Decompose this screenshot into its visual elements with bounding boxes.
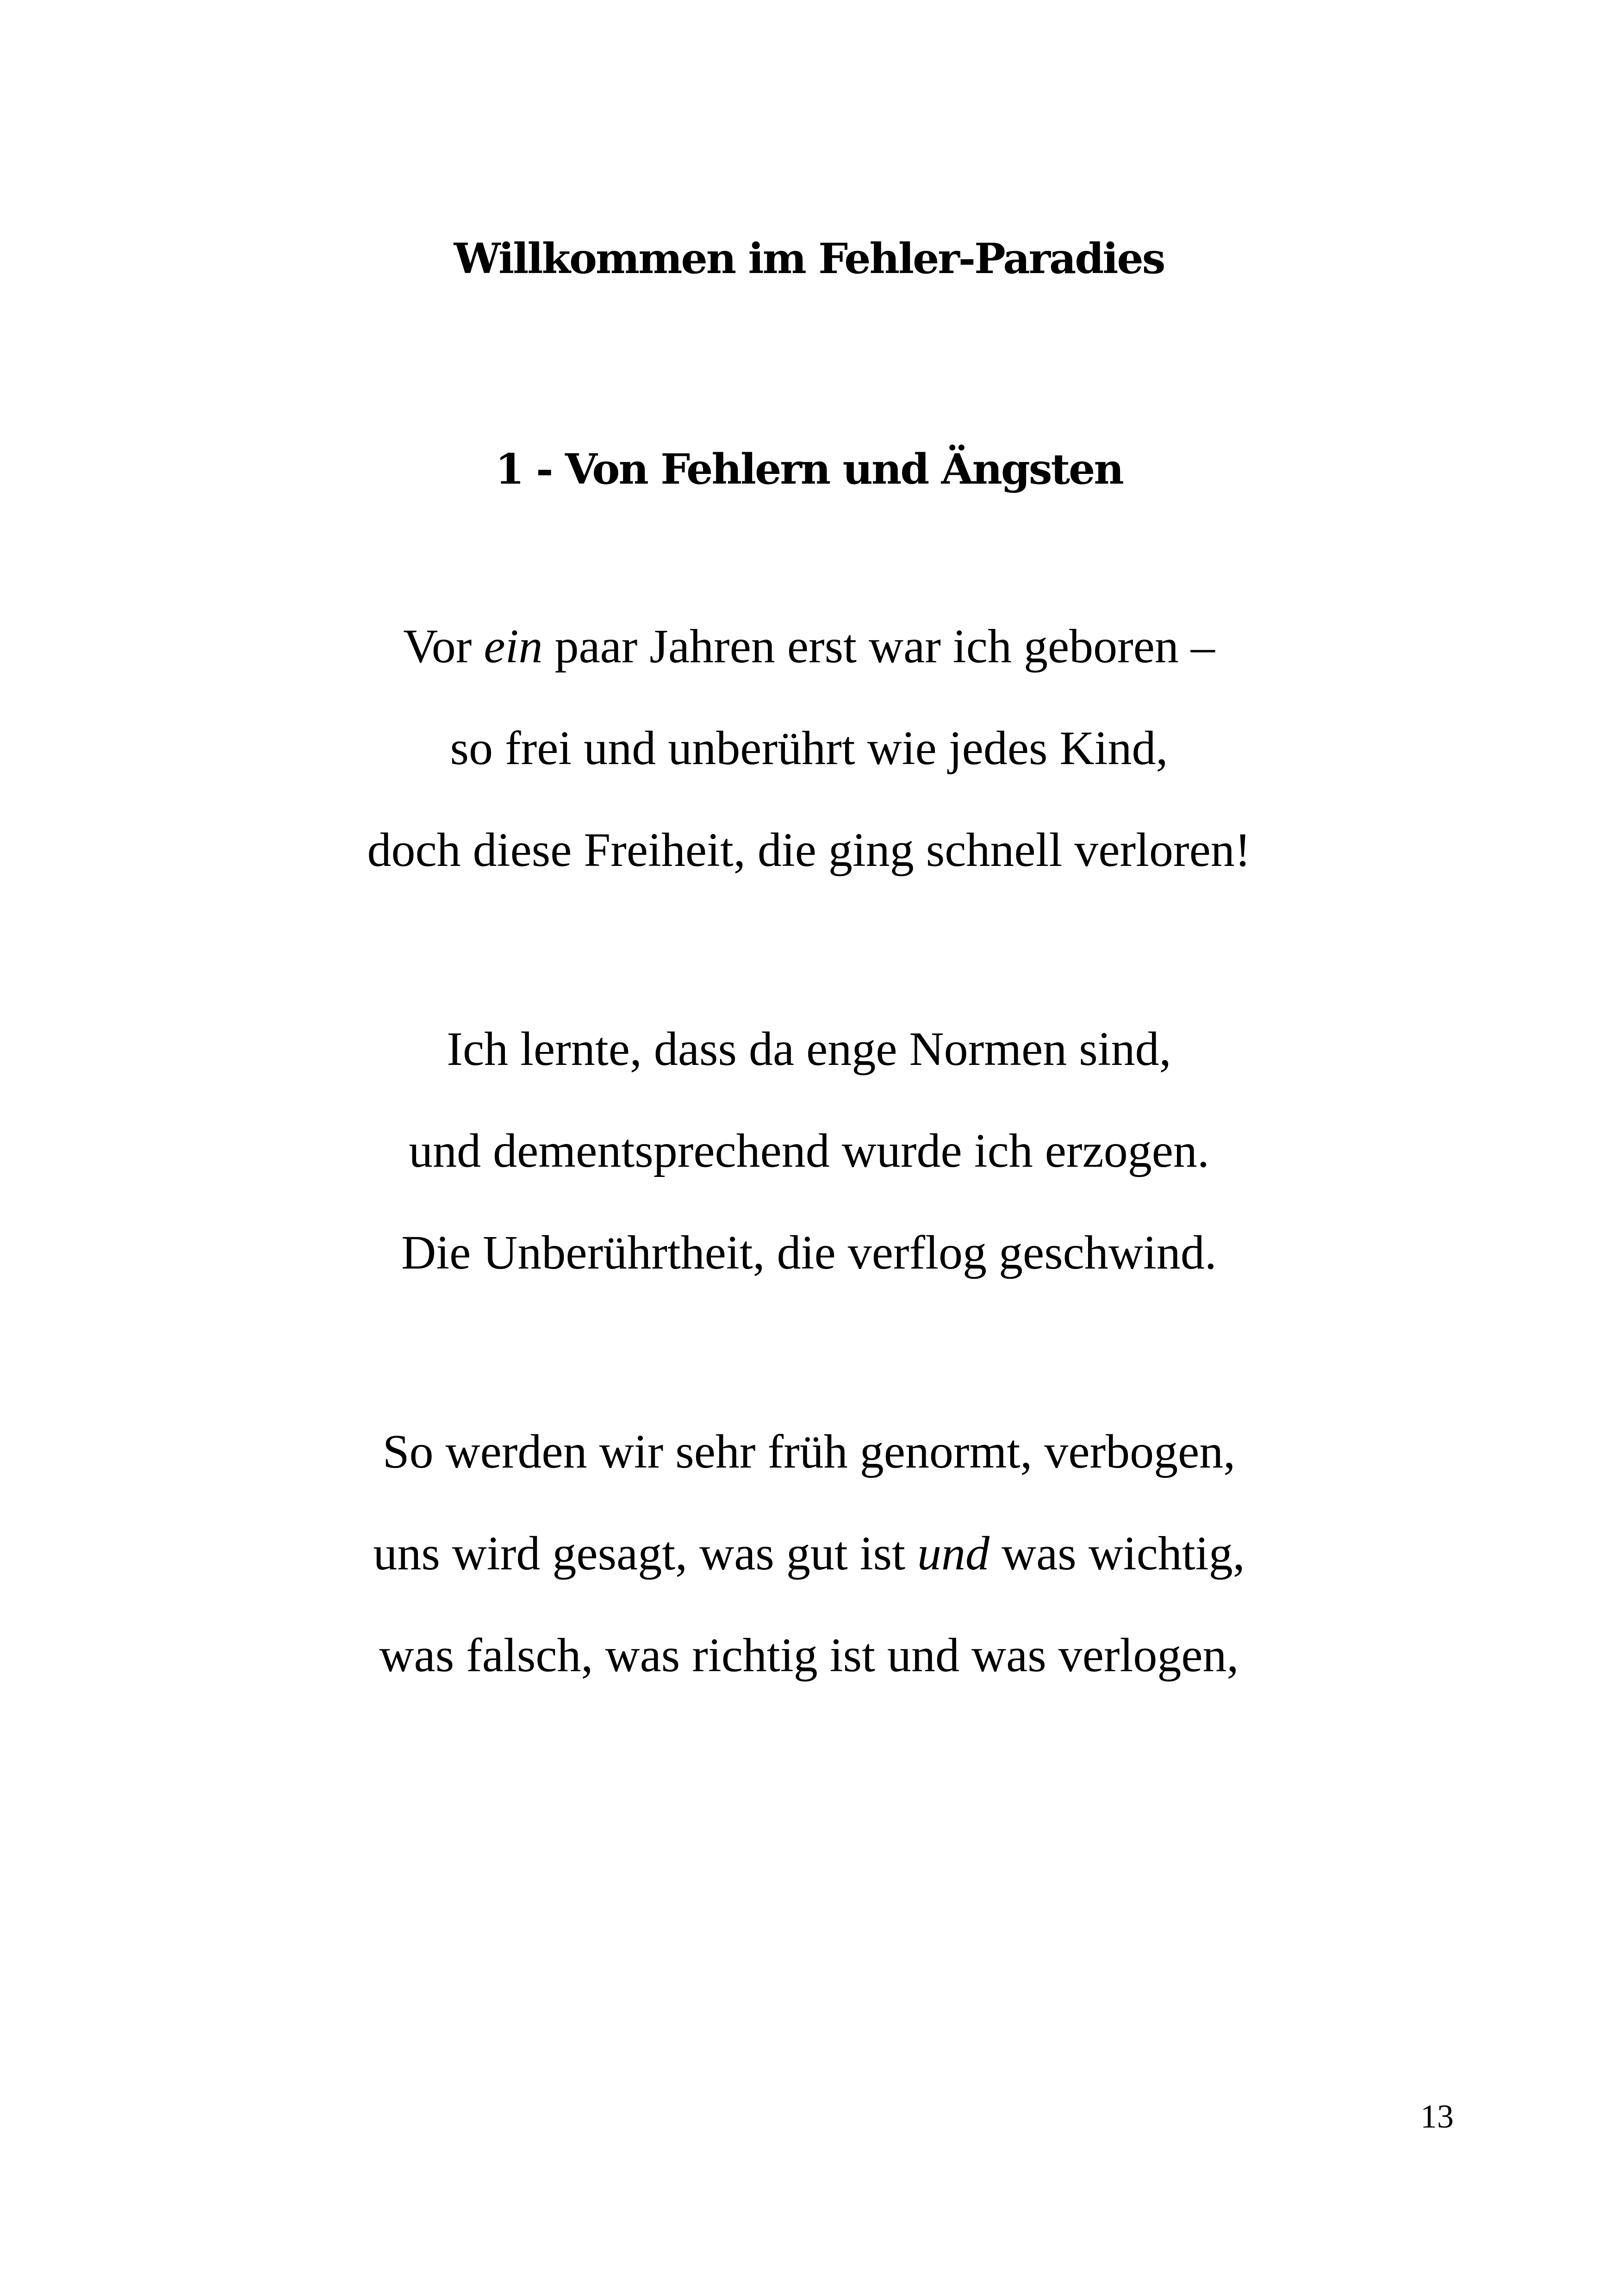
poem-line: was falsch, was richtig ist und was verlogen, (379, 1629, 1239, 1682)
book-title: Willkommen im Fehler-Paradies (454, 234, 1164, 283)
poem-line: so frei und unberührt wie jedes Kind, (450, 722, 1168, 775)
poem-line: Ich lernte, dass da enge Normen sind, (447, 1022, 1171, 1076)
poem-line: doch diese Freiheit, die ging schnell verloren! (367, 823, 1251, 877)
poem-line: uns wird gesagt, was gut ist und was wichtig, (373, 1527, 1245, 1580)
emphasis: und (917, 1527, 989, 1580)
poem-line: Vor ein paar Jahren erst war ich geboren – (403, 620, 1215, 673)
poem-line: und dementsprechend wurde ich erzogen. (409, 1124, 1209, 1177)
page-number: 13 (1420, 2098, 1454, 2135)
chapter-title: 1 - Von Fehlern und Ängsten (495, 445, 1123, 494)
poem-line: So werden wir sehr früh genormt, verbogen, (382, 1425, 1236, 1478)
emphasis: ein (484, 620, 543, 673)
poem-line: Die Unberührtheit, die verflog geschwind. (401, 1226, 1217, 1279)
